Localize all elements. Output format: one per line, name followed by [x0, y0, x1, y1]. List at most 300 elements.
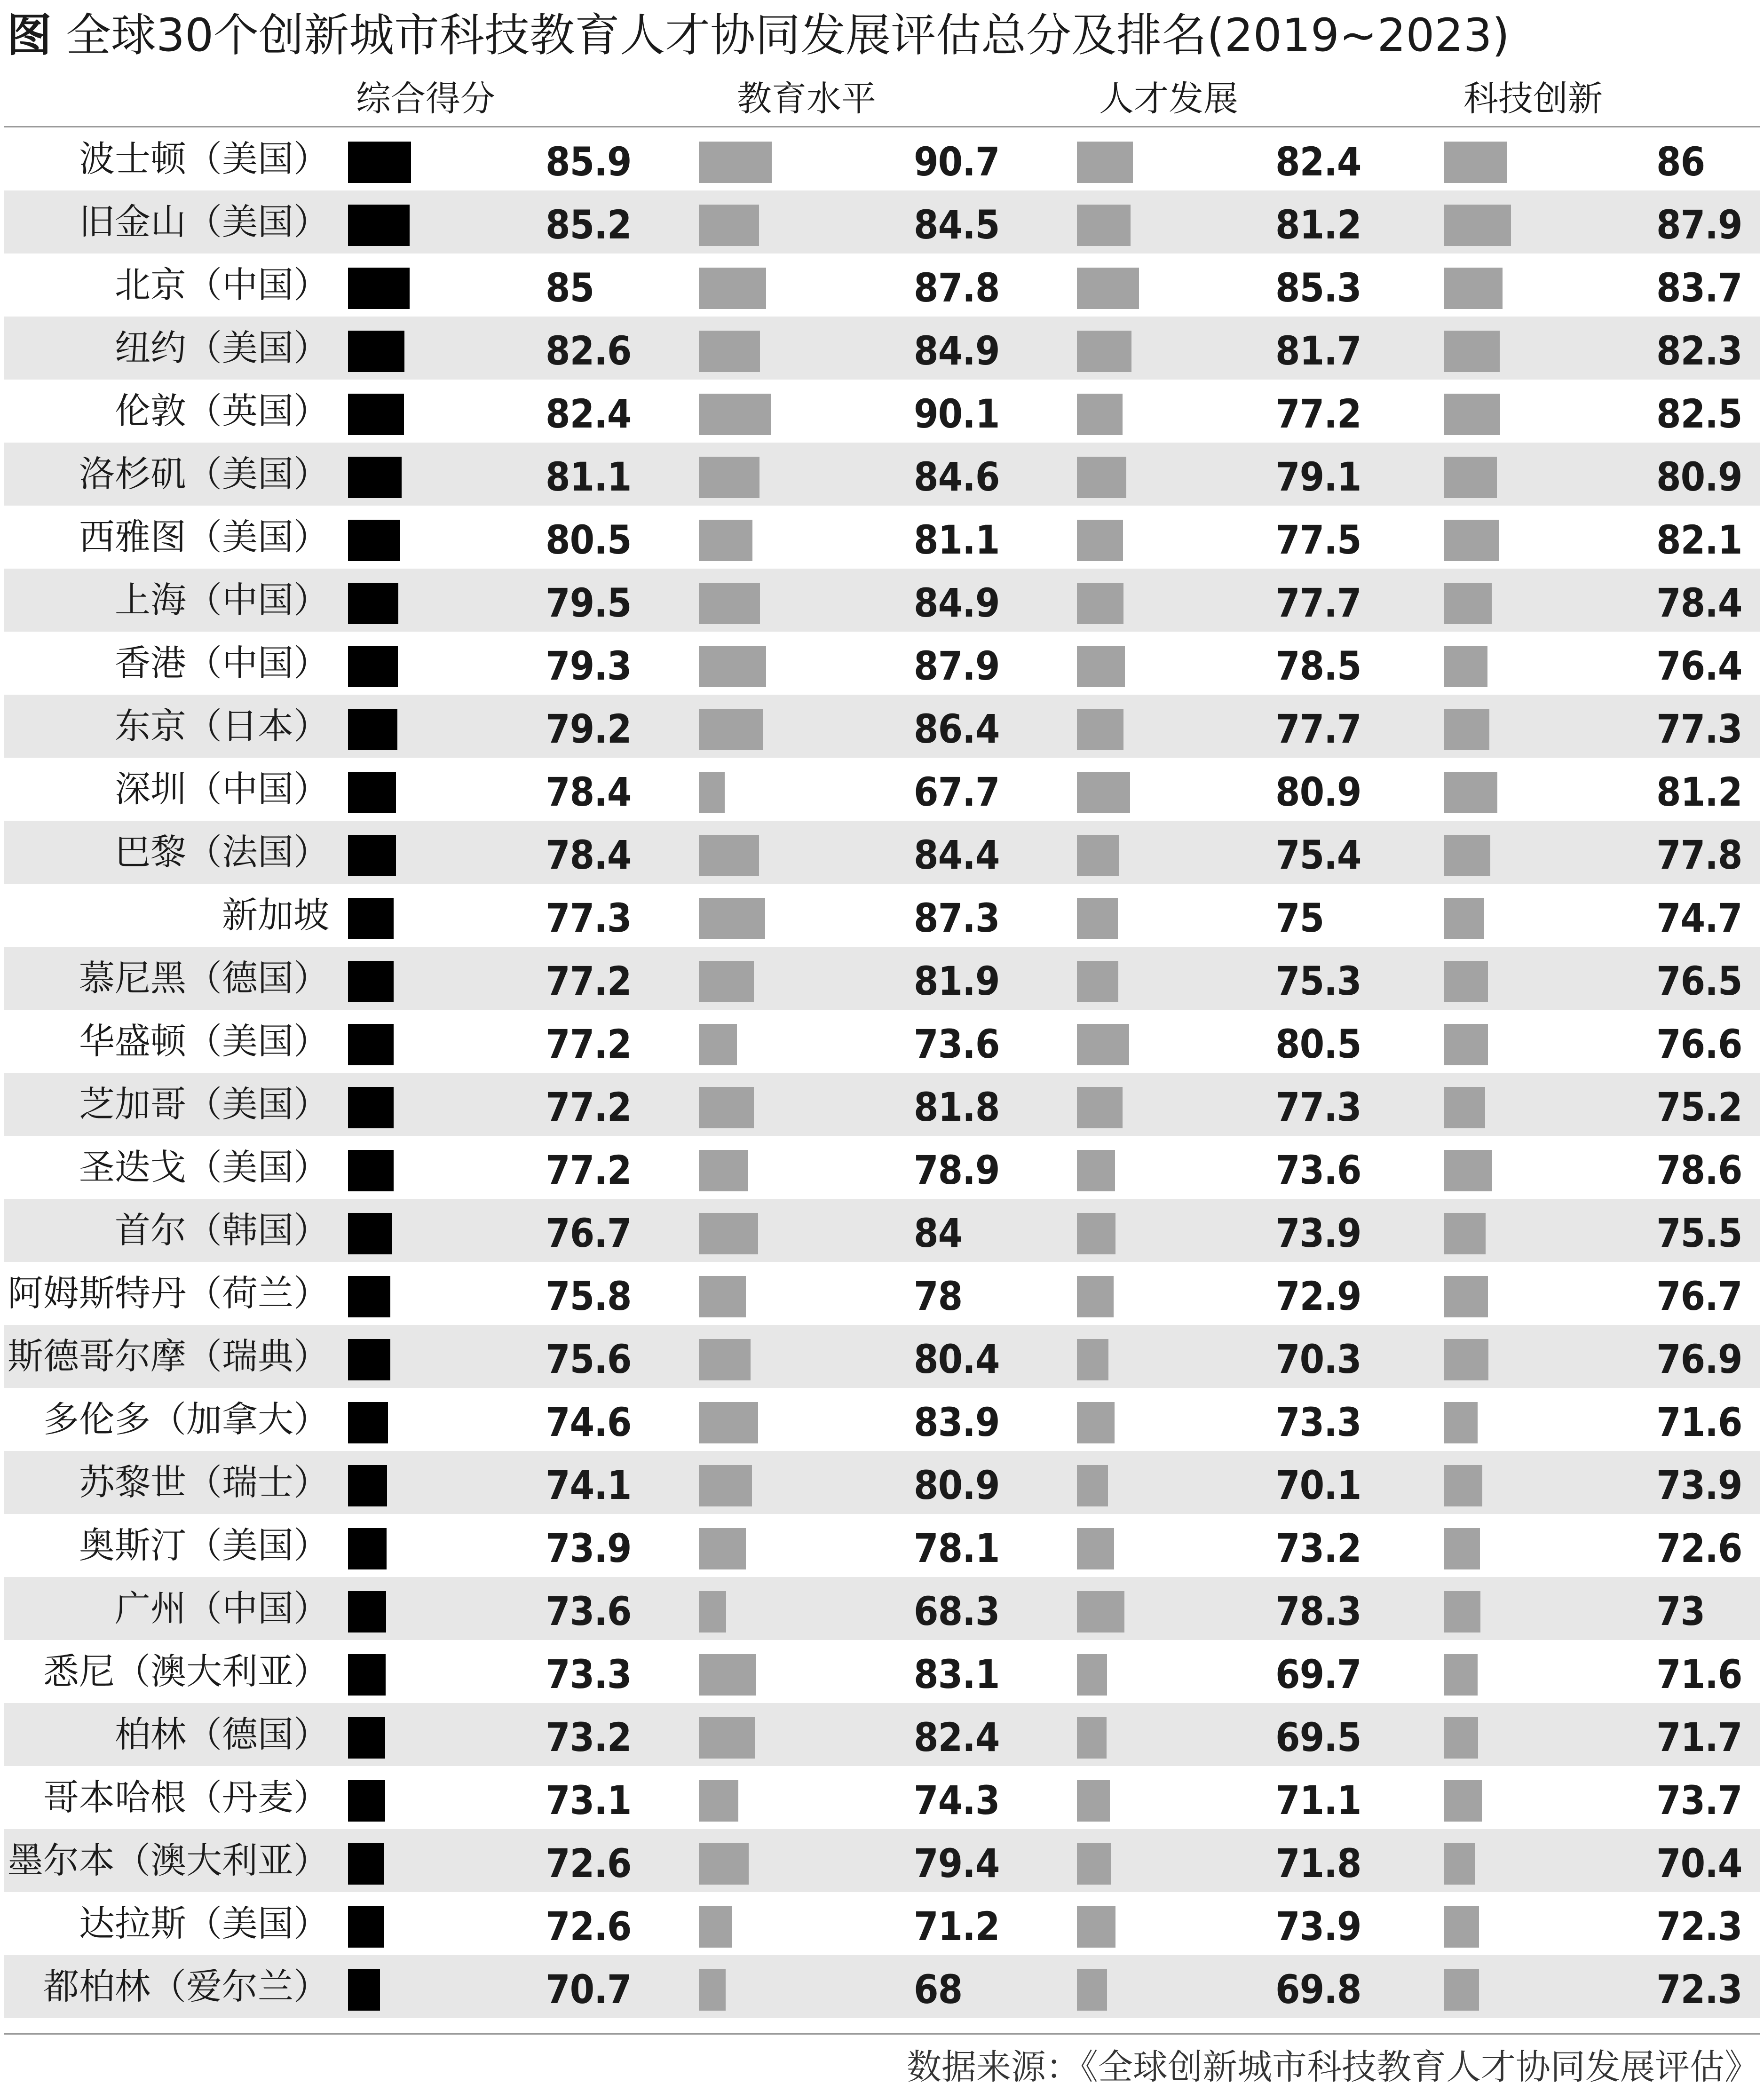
- value-label: 80.5: [546, 517, 632, 563]
- value-label: 83.9: [914, 1399, 1000, 1445]
- chart-row: [4, 1136, 1760, 1199]
- bar-mark: [1444, 457, 1497, 498]
- bar-mark: [1444, 1276, 1488, 1317]
- bar-mark: [348, 583, 398, 624]
- value-label: 71.1: [1275, 1777, 1361, 1823]
- value-label: 77.2: [546, 1084, 632, 1130]
- value-label: 73.2: [1275, 1525, 1361, 1571]
- value-label: 78.3: [1275, 1588, 1361, 1634]
- bar-mark: [348, 394, 404, 435]
- value-label: 80.9: [1275, 769, 1361, 815]
- value-label: 71.6: [1656, 1651, 1742, 1697]
- value-label: 83.1: [914, 1651, 1000, 1697]
- chart-row: [4, 1703, 1760, 1766]
- bar-mark: [699, 709, 763, 750]
- bar-mark: [348, 1150, 394, 1191]
- bar-mark: [1444, 1465, 1482, 1506]
- category-label: 巴黎（法国）: [115, 831, 329, 873]
- bar-mark: [348, 1339, 390, 1380]
- chart-row: [4, 758, 1760, 821]
- bar-mark: [699, 457, 759, 498]
- bar-mark: [348, 1906, 384, 1948]
- value-label: 87.9: [914, 643, 1000, 689]
- value-label: 75: [1275, 895, 1324, 941]
- chart-row: [4, 947, 1760, 1010]
- chart-row: [4, 1199, 1760, 1262]
- chart-row: [4, 1766, 1760, 1829]
- category-label: 纽约（美国）: [115, 327, 329, 369]
- bar-mark: [699, 1213, 758, 1254]
- chart-row: [4, 1892, 1760, 1955]
- value-label: 73.2: [546, 1714, 632, 1760]
- value-label: 85.2: [546, 202, 632, 248]
- value-label: 70.7: [546, 1966, 632, 2013]
- value-label: 71.8: [1275, 1840, 1361, 1886]
- category-label: 东京（日本）: [115, 705, 329, 747]
- bar-mark: [1444, 394, 1500, 435]
- bar-mark: [699, 835, 759, 876]
- bar-mark: [1444, 835, 1490, 876]
- value-label: 80.4: [914, 1336, 1000, 1382]
- value-label: 68.3: [914, 1588, 1000, 1634]
- value-label: 84.4: [914, 832, 1000, 878]
- bar-mark: [1444, 583, 1492, 624]
- value-label: 73.3: [546, 1651, 632, 1697]
- bar-mark: [1077, 1717, 1107, 1759]
- value-label: 73.7: [1656, 1777, 1742, 1823]
- chart-row: [4, 1388, 1760, 1451]
- bar-mark: [1444, 898, 1484, 939]
- value-label: 81.9: [914, 958, 1000, 1004]
- value-label: 79.2: [546, 706, 632, 752]
- bar-mark: [1077, 1780, 1110, 1822]
- category-label: 伦敦（英国）: [115, 390, 329, 432]
- bar-mark: [1077, 1087, 1123, 1128]
- value-label: 73.6: [914, 1021, 1000, 1067]
- value-label: 81.1: [546, 454, 632, 500]
- bar-mark: [348, 1780, 385, 1822]
- category-label: 芝加哥（美国）: [79, 1083, 329, 1125]
- chart-row: [4, 569, 1760, 632]
- bar-mark: [1077, 205, 1131, 246]
- bar-mark: [1077, 1150, 1115, 1191]
- bar-mark: [1444, 1402, 1478, 1443]
- value-label: 69.5: [1275, 1714, 1361, 1760]
- value-label: 78: [914, 1273, 963, 1319]
- value-label: 74.3: [914, 1777, 1000, 1823]
- bar-mark: [348, 772, 396, 813]
- value-label: 80.5: [1275, 1021, 1361, 1067]
- value-label: 75.4: [1275, 832, 1361, 878]
- bar-mark: [1077, 1591, 1124, 1632]
- category-label: 西雅图（美国）: [79, 516, 329, 558]
- value-label: 76.7: [1656, 1273, 1742, 1319]
- bar-mark: [1077, 331, 1131, 372]
- value-label: 80.9: [1656, 454, 1742, 500]
- category-label: 阿姆斯特丹（荷兰）: [8, 1272, 329, 1314]
- bar-mark: [348, 835, 396, 876]
- value-label: 82.6: [546, 328, 632, 374]
- bar-mark: [699, 1717, 755, 1759]
- category-label: 上海（中国）: [115, 579, 329, 621]
- value-label: 86.4: [914, 706, 1000, 752]
- bar-mark: [1077, 394, 1123, 435]
- bar-mark: [699, 1591, 726, 1632]
- category-label: 柏林（德国）: [115, 1713, 329, 1755]
- value-label: 86: [1656, 139, 1705, 185]
- bar-mark: [699, 646, 766, 687]
- value-label: 81.7: [1275, 328, 1361, 374]
- value-label: 75.3: [1275, 958, 1361, 1004]
- category-label: 北京（中国）: [115, 264, 329, 306]
- category-label: 达拉斯（美国）: [79, 1902, 329, 1944]
- chart-row: [4, 1262, 1760, 1325]
- bar-mark: [1444, 1150, 1492, 1191]
- bar-mark: [1077, 1969, 1107, 2011]
- bar-mark: [348, 1402, 388, 1443]
- bar-mark: [1444, 646, 1487, 687]
- bar-mark: [1077, 646, 1125, 687]
- value-label: 72.9: [1275, 1273, 1361, 1319]
- value-label: 73: [1656, 1588, 1705, 1634]
- value-label: 74.1: [546, 1462, 632, 1508]
- bar-mark: [1077, 1339, 1108, 1380]
- chart-row: [4, 1577, 1760, 1640]
- value-label: 75.2: [1656, 1084, 1742, 1130]
- chart-row: [4, 506, 1760, 569]
- bar-mark: [1077, 142, 1133, 183]
- bar-mark: [1077, 709, 1123, 750]
- bar-mark: [1077, 1276, 1114, 1317]
- bar-mark: [1444, 1969, 1479, 2011]
- category-label: 慕尼黑（德国）: [79, 957, 329, 999]
- category-label: 哥本哈根（丹麦）: [43, 1776, 329, 1818]
- value-label: 72.6: [546, 1840, 632, 1886]
- value-label: 77.2: [546, 1021, 632, 1067]
- bar-mark: [348, 142, 411, 183]
- value-label: 73.9: [1275, 1903, 1361, 1949]
- value-label: 70.4: [1656, 1840, 1742, 1886]
- bar-mark: [699, 205, 759, 246]
- bar-mark: [348, 520, 400, 561]
- value-label: 78.4: [1656, 580, 1742, 626]
- value-label: 79.3: [546, 643, 632, 689]
- value-label: 79.4: [914, 1840, 1000, 1886]
- bar-mark: [1444, 961, 1488, 1002]
- bar-mark: [348, 1276, 390, 1317]
- value-label: 79.5: [546, 580, 632, 626]
- bar-mark: [1077, 835, 1119, 876]
- value-label: 87.8: [914, 265, 1000, 311]
- value-label: 77.2: [1275, 391, 1361, 437]
- bar-mark: [348, 1717, 385, 1759]
- bar-mark: [699, 898, 765, 939]
- value-label: 82.4: [914, 1714, 1000, 1760]
- value-label: 84.9: [914, 580, 1000, 626]
- category-label: 波士顿（美国）: [79, 138, 329, 180]
- value-label: 77.2: [546, 1147, 632, 1193]
- bar-mark: [1077, 457, 1126, 498]
- value-label: 90.7: [914, 139, 1000, 185]
- value-label: 77.8: [1656, 832, 1742, 878]
- chart-row: [4, 380, 1760, 443]
- value-label: 76.7: [546, 1210, 632, 1256]
- bar-mark: [1077, 1465, 1108, 1506]
- category-label: 多伦多（加拿大）: [43, 1398, 329, 1440]
- bar-mark: [699, 583, 760, 624]
- value-label: 77.2: [546, 958, 632, 1004]
- value-label: 71.2: [914, 1903, 1000, 1949]
- category-label: 广州（中国）: [115, 1587, 329, 1629]
- value-label: 77.3: [1275, 1084, 1361, 1130]
- bar-mark: [1444, 1087, 1485, 1128]
- chart-row: [4, 695, 1760, 758]
- bar-mark: [348, 331, 404, 372]
- bar-mark: [699, 1276, 746, 1317]
- bar-mark: [699, 1654, 756, 1696]
- bar-mark: [348, 961, 394, 1002]
- bar-mark: [699, 961, 754, 1002]
- value-label: 83.7: [1656, 265, 1742, 311]
- column-header-3: 人才发展: [1099, 79, 1238, 119]
- chart-row: [4, 1010, 1760, 1073]
- bar-mark: [1077, 1402, 1115, 1443]
- bar-mark: [699, 1024, 737, 1065]
- bar-mark: [1077, 772, 1130, 813]
- bar-mark: [1077, 1654, 1107, 1696]
- bar-mark: [1444, 1780, 1482, 1822]
- chart-row: [4, 1325, 1760, 1388]
- bar-mark: [699, 1087, 754, 1128]
- value-label: 77.7: [1275, 706, 1361, 752]
- bar-mark: [348, 709, 397, 750]
- footer-rule: [4, 2033, 1760, 2035]
- chart-row: [4, 317, 1760, 380]
- value-label: 75.8: [546, 1273, 632, 1319]
- bar-mark: [1444, 772, 1497, 813]
- bar-mark: [699, 772, 725, 813]
- bar-mark: [1444, 709, 1489, 750]
- value-label: 73.6: [546, 1588, 632, 1634]
- column-header-2: 教育水平: [737, 79, 876, 119]
- value-label: 82.5: [1656, 391, 1742, 437]
- value-label: 77.5: [1275, 517, 1361, 563]
- bar-mark: [1444, 520, 1499, 561]
- value-label: 87.9: [1656, 202, 1742, 248]
- bar-mark: [699, 331, 760, 372]
- value-label: 82.4: [1275, 139, 1361, 185]
- bar-mark: [348, 1465, 387, 1506]
- value-label: 78.9: [914, 1147, 1000, 1193]
- bar-mark: [1444, 205, 1511, 246]
- value-label: 84.5: [914, 202, 1000, 248]
- value-label: 77.7: [1275, 580, 1361, 626]
- value-label: 78.4: [546, 832, 632, 878]
- category-label: 奥斯汀（美国）: [79, 1524, 329, 1566]
- bar-mark: [1444, 1591, 1480, 1632]
- value-label: 81.1: [914, 517, 1000, 563]
- bar-mark: [699, 1339, 751, 1380]
- value-label: 74.6: [546, 1399, 632, 1445]
- bar-mark: [1077, 898, 1118, 939]
- column-header-1: 综合得分: [356, 79, 495, 119]
- value-label: 73.6: [1275, 1147, 1361, 1193]
- value-label: 74.7: [1656, 895, 1742, 941]
- bar-mark: [1077, 961, 1118, 1002]
- bar-mark: [1077, 1843, 1111, 1885]
- value-label: 78.1: [914, 1525, 1000, 1571]
- bar-mark: [1077, 583, 1123, 624]
- bar-mark: [1444, 1528, 1480, 1569]
- bar-mark: [1444, 1024, 1488, 1065]
- value-label: 72.6: [546, 1903, 632, 1949]
- bar-mark: [348, 205, 410, 246]
- value-label: 77.3: [1656, 706, 1742, 752]
- value-label: 82.4: [546, 391, 632, 437]
- category-label: 华盛顿（美国）: [79, 1020, 329, 1062]
- chart-row: [4, 1451, 1760, 1514]
- bar-mark: [1444, 1654, 1478, 1696]
- value-label: 78.4: [546, 769, 632, 815]
- value-label: 69.8: [1275, 1966, 1361, 2013]
- category-label: 斯德哥尔摩（瑞典）: [8, 1335, 329, 1377]
- category-label: 悉尼（澳大利亚）: [43, 1650, 329, 1692]
- bar-mark: [699, 1780, 738, 1822]
- bar-mark: [699, 394, 771, 435]
- value-label: 73.9: [1275, 1210, 1361, 1256]
- bar-mark: [1444, 1717, 1478, 1759]
- bar-mark: [699, 1150, 748, 1191]
- bar-mark: [348, 898, 394, 939]
- bar-mark: [1077, 520, 1123, 561]
- value-label: 73.3: [1275, 1399, 1361, 1445]
- value-label: 82.3: [1656, 328, 1742, 374]
- value-label: 79.1: [1275, 454, 1361, 500]
- chart-row: [4, 821, 1760, 884]
- bar-mark: [348, 1969, 380, 2011]
- bar-mark: [699, 268, 766, 309]
- bar-mark: [699, 1969, 726, 2011]
- chart-row: [4, 1514, 1760, 1577]
- chart-title-text: 全球30个创新城市科技教育人才协同发展评估总分及排名(2019~2023): [66, 9, 1510, 62]
- column-header-4: 科技创新: [1463, 79, 1603, 119]
- bar-mark: [699, 520, 752, 561]
- value-label: 81.8: [914, 1084, 1000, 1130]
- category-label: 香港（中国）: [115, 642, 329, 684]
- bar-mark: [348, 646, 398, 687]
- chart-row: [4, 884, 1760, 947]
- data-source: 数据来源：《全球创新城市科技教育人才协同发展评估》: [907, 2047, 1759, 2087]
- value-label: 85: [546, 265, 594, 311]
- value-label: 82.1: [1656, 517, 1742, 563]
- bar-mark: [348, 1654, 386, 1696]
- value-label: 87.3: [914, 895, 1000, 941]
- value-label: 75.5: [1656, 1210, 1742, 1256]
- value-label: 70.1: [1275, 1462, 1361, 1508]
- value-label: 76.9: [1656, 1336, 1742, 1382]
- category-label: 旧金山（美国）: [79, 201, 329, 243]
- chart-title: [7, 0, 1761, 71]
- chart-row: [4, 1073, 1760, 1136]
- value-label: 73.1: [546, 1777, 632, 1823]
- category-label: 苏黎世（瑞士）: [79, 1461, 329, 1503]
- chart-row: [4, 127, 1760, 190]
- bar-mark: [1077, 1024, 1129, 1065]
- category-label: 圣迭戈（美国）: [79, 1146, 329, 1188]
- bar-mark: [348, 1843, 384, 1885]
- chart-row: [4, 1640, 1760, 1703]
- chart-row: [4, 254, 1760, 317]
- value-label: 78.5: [1275, 643, 1361, 689]
- bar-mark: [1077, 1528, 1114, 1569]
- bar-mark: [699, 1906, 732, 1948]
- value-label: 68: [914, 1966, 963, 2013]
- category-label: 洛杉矶（美国）: [79, 453, 329, 495]
- chart-row: [4, 443, 1760, 506]
- chart-row: [4, 632, 1760, 695]
- bar-mark: [348, 1087, 394, 1128]
- value-label: 76.6: [1656, 1021, 1742, 1067]
- value-label: 73.9: [1656, 1462, 1742, 1508]
- value-label: 72.6: [1656, 1525, 1742, 1571]
- value-label: 69.7: [1275, 1651, 1361, 1697]
- value-label: 81.2: [1656, 769, 1742, 815]
- category-label: 新加坡: [222, 894, 329, 936]
- bar-mark: [348, 1591, 386, 1632]
- bar-mark: [699, 1843, 749, 1885]
- bar-mark: [1444, 142, 1507, 183]
- bar-mark: [348, 1528, 387, 1569]
- category-label: 墨尔本（澳大利亚）: [8, 1839, 329, 1881]
- value-label: 70.3: [1275, 1336, 1361, 1382]
- value-label: 90.1: [914, 391, 1000, 437]
- bar-mark: [1444, 331, 1500, 372]
- value-label: 80.9: [914, 1462, 1000, 1508]
- bar-mark: [699, 1528, 746, 1569]
- bar-mark: [1077, 1906, 1115, 1948]
- category-label: 首尔（韩国）: [115, 1209, 329, 1251]
- bar-mark: [699, 1465, 752, 1506]
- bar-mark: [1444, 268, 1503, 309]
- chart-row: [4, 1829, 1760, 1892]
- bar-mark: [1444, 1906, 1479, 1948]
- value-label: 75.6: [546, 1336, 632, 1382]
- bar-mark: [348, 1024, 394, 1065]
- value-label: 84.6: [914, 454, 1000, 500]
- bar-mark: [699, 1402, 758, 1443]
- figure-label: 图: [7, 9, 52, 62]
- value-label: 72.3: [1656, 1903, 1742, 1949]
- value-label: 85.3: [1275, 265, 1361, 311]
- bar-mark: [1444, 1843, 1475, 1885]
- bar-mark: [1077, 268, 1139, 309]
- bar-mark: [1077, 1213, 1115, 1254]
- value-label: 81.2: [1275, 202, 1361, 248]
- value-label: 73.9: [546, 1525, 632, 1571]
- value-label: 84.9: [914, 328, 1000, 374]
- bar-mark: [1444, 1339, 1488, 1380]
- chart-row: [4, 190, 1760, 254]
- category-label: 都柏林（爱尔兰）: [43, 1965, 329, 2007]
- chart-row: [4, 1955, 1760, 2018]
- value-label: 71.7: [1656, 1714, 1742, 1760]
- value-label: 85.9: [546, 139, 632, 185]
- bar-mark: [348, 457, 402, 498]
- bar-mark: [1444, 1213, 1486, 1254]
- value-label: 71.6: [1656, 1399, 1742, 1445]
- value-label: 72.3: [1656, 1966, 1742, 2013]
- bar-mark: [348, 1213, 392, 1254]
